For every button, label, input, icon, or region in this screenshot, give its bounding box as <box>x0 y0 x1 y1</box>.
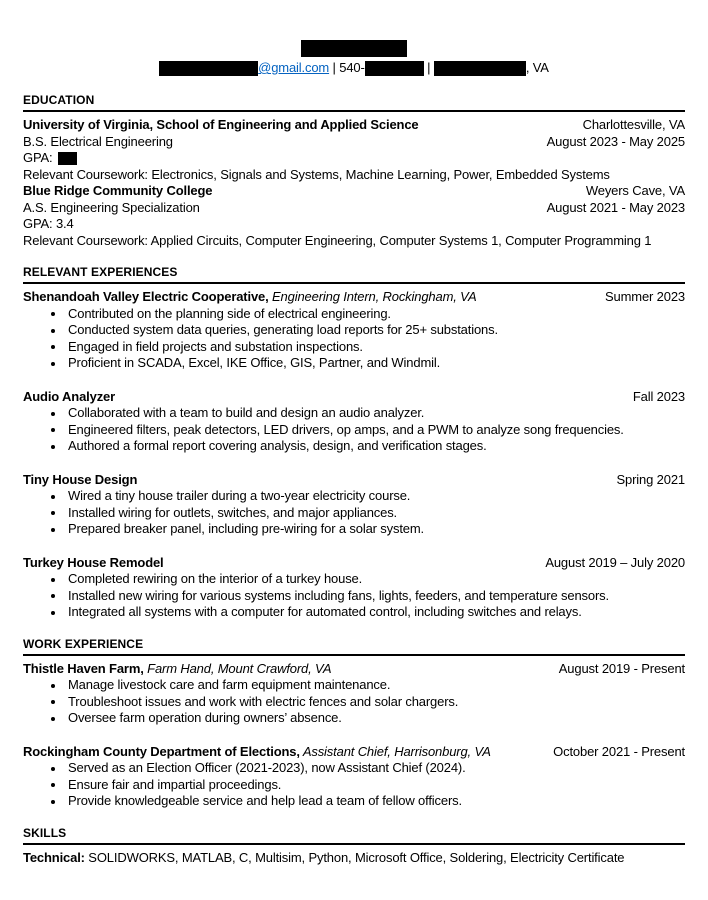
bullet-item: Ensure fair and impartial proceedings. <box>23 777 685 794</box>
entry-date: Summer 2023 <box>605 289 685 304</box>
bullet-item: Served as an Election Officer (2021-2023), now Assistant Chief (2024). <box>23 760 685 777</box>
location-suffix-text: , VA <box>525 60 549 75</box>
entry-header-row <box>23 661 685 678</box>
skills-list: SOLIDWORKS, MATLAB, C, Multisim, Python, Microsoft Office, Soldering, Electricity Certificate <box>84 849 625 865</box>
section-rule <box>23 282 685 284</box>
project-name: Audio Analyzer <box>23 388 116 404</box>
org-name: Thistle Haven Farm, <box>23 660 144 676</box>
section-rule <box>23 843 685 845</box>
section-title: SKILLS <box>23 825 67 840</box>
gpa-row <box>23 150 685 167</box>
section-skills <box>23 826 685 867</box>
section-rule <box>23 654 685 656</box>
bullet-list <box>23 571 685 621</box>
school-name: Blue Ridge Community College <box>23 183 213 198</box>
school-location: Charlottesville, VA <box>582 117 685 132</box>
entry-header-row <box>23 183 685 200</box>
role-title: Engineering Intern, Rockingham, VA <box>268 289 477 304</box>
section-education <box>23 93 685 249</box>
bullet-item: Installed wiring for outlets, switches, and major appliances. <box>23 505 685 522</box>
gpa-label: GPA: <box>23 150 53 165</box>
degree-row <box>23 200 685 217</box>
entry-header-row <box>23 555 685 572</box>
project-name: Turkey House Remodel <box>23 554 164 570</box>
experience-entry <box>23 289 685 372</box>
bullet-list <box>23 405 685 455</box>
education-entry <box>23 117 685 183</box>
entry-date: Spring 2021 <box>616 471 685 487</box>
entry-header-row <box>23 117 685 134</box>
entry-header-row <box>23 289 685 306</box>
bullet-item: Integrated all systems with a computer for automated control, including switches and relays. <box>23 604 685 621</box>
entry-date: August 2019 – July 2020 <box>545 554 685 570</box>
email-link[interactable]: @gmail.com <box>258 60 330 75</box>
gpa-label: GPA: 3.4 <box>23 216 74 231</box>
work-entry <box>23 744 685 810</box>
bullet-list <box>23 488 685 538</box>
redacted-phone-bar <box>365 61 424 76</box>
bullet-list <box>23 677 685 727</box>
bullet-item: Collaborated with a team to build and design an audio analyzer. <box>23 405 685 422</box>
redacted-location-bar <box>434 61 526 76</box>
entry-header-row <box>23 744 685 761</box>
separator-text: | <box>423 60 434 75</box>
org-name: Shenandoah Valley Electric Cooperative, <box>23 289 269 304</box>
skills-line <box>23 850 685 867</box>
section-title: WORK EXPERIENCE <box>23 636 144 651</box>
degree-name: A.S. Engineering Specialization <box>23 199 200 215</box>
attendance-dates: August 2021 - May 2023 <box>546 199 685 215</box>
bullet-item: Engineered filters, peak detectors, LED drivers, op amps, and a PWM to analyze song frequencies. <box>23 422 685 439</box>
bullet-item: Installed new wiring for various systems including fans, lights, feeders, and temperature sensors. <box>23 588 685 605</box>
entry-date: October 2021 - Present <box>553 743 685 759</box>
entry-date: August 2019 - Present <box>558 660 685 676</box>
education-entry <box>23 183 685 249</box>
section-rule <box>23 110 685 112</box>
redacted-name-bar <box>301 40 407 57</box>
bullet-item: Engaged in field projects and substation inspections. <box>23 339 685 356</box>
bullet-item: Oversee farm operation during owners’ absence. <box>23 710 685 727</box>
entry-date: Fall 2023 <box>632 388 685 404</box>
section-work-experience <box>23 637 685 810</box>
experience-entry <box>23 555 685 621</box>
bullet-item: Wired a tiny house trailer during a two-year electricity course. <box>23 488 685 505</box>
bullet-item: Conducted system data queries, generating load reports for 25+ substations. <box>23 322 685 339</box>
experience-entry <box>23 472 685 538</box>
experience-entry <box>23 389 685 455</box>
skills-label: Technical: <box>23 849 85 865</box>
coursework-line: Relevant Coursework: Applied Circuits, Computer Engineering, Computer Systems 1, Computer Programming 1 <box>23 232 652 248</box>
school-location: Weyers Cave, VA <box>585 183 685 198</box>
bullet-item: Authored a formal report covering analysis, design, and verification stages. <box>23 438 685 455</box>
bullet-item: Provide knowledgeable service and help lead a team of fellow officers. <box>23 793 685 810</box>
bullet-list <box>23 306 685 372</box>
entry-header-row <box>23 389 685 406</box>
work-entry <box>23 661 685 727</box>
bullet-list <box>23 760 685 810</box>
bullet-item: Contributed on the planning side of electrical engineering. <box>23 306 685 323</box>
org-name: Rockingham County Department of Elections, <box>23 743 300 759</box>
degree-row <box>23 134 685 151</box>
section-title: EDUCATION <box>23 93 95 107</box>
coursework-line: Relevant Coursework: Electronics, Signals and Systems, Machine Learning, Power, Embedded Systems <box>23 166 610 182</box>
bullet-item: Prepared breaker panel, including pre-wiring for a solar system. <box>23 521 685 538</box>
section-title: RELEVANT EXPERIENCES <box>23 265 178 279</box>
degree-name: B.S. Electrical Engineering <box>23 133 173 149</box>
redacted-email-user-bar <box>159 61 258 76</box>
section-relevant-experiences <box>23 265 685 621</box>
bullet-item: Completed rewiring on the interior of a turkey house. <box>23 571 685 588</box>
bullet-item: Troubleshoot issues and work with electric fences and solar chargers. <box>23 694 685 711</box>
gpa-row <box>23 216 685 233</box>
redacted-gpa-bar <box>58 152 77 165</box>
entry-header-row <box>23 472 685 489</box>
role-title: Assistant Chief, Harrisonburg, VA <box>299 743 491 759</box>
role-title: Farm Hand, Mount Crawford, VA <box>143 660 332 676</box>
school-name: University of Virginia, School of Engineering and Applied Science <box>23 117 419 132</box>
bullet-item: Manage livestock care and farm equipment maintenance. <box>23 677 685 694</box>
project-name: Tiny House Design <box>23 471 138 487</box>
phone-prefix-text: | 540- <box>329 60 365 75</box>
bullet-item: Proficient in SCADA, Excel, IKE Office, GIS, Partner, and Windmil. <box>23 355 685 372</box>
attendance-dates: August 2023 - May 2025 <box>546 133 685 149</box>
contact-line <box>23 59 685 77</box>
resume-header <box>23 0 685 77</box>
